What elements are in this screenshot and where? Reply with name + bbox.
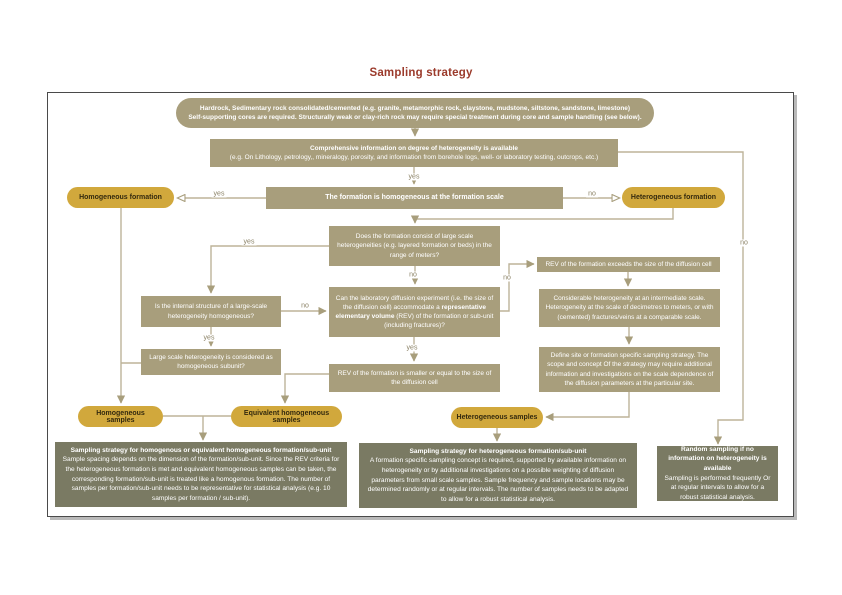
edge-label-does-yes: yes (243, 238, 255, 246)
edge-label-info-yes: yes (408, 173, 420, 181)
pill-heterogeneous-formation: Heterogeneous formation (622, 187, 725, 208)
page-title: Sampling strategy (369, 67, 473, 79)
node-hardrock-line1: Hardrock, Sedimentary rock consolidated/cemented (e.g. granite, metamorphic rock, claystone, mudstone, siltstone, sandstone, limestone) (199, 104, 631, 112)
edge-label-canlab-no: no (503, 274, 511, 282)
node-does-large-scale: Does the formation consist of large scale heterogeneities (e.g. layered formation or beds) in the range of meters? (329, 226, 500, 266)
node-define-site: Define site or formation specific sampling strategy. The scope and concept Of the strategy may require additional information and investigations on the scale dependence of the diffusion parameters at the particular site. (539, 347, 720, 392)
can-lab-pre: Can the laboratory diffusion experiment (i.e. the size of the diffusion cell) accommodate a (335, 294, 494, 311)
edge-label-scale-no: no (588, 190, 596, 198)
box-strategy-heterogeneous-title: Sampling strategy for heterogeneous formation/sub-unit (409, 447, 587, 455)
box-strategy-homogeneous (55, 442, 347, 507)
node-can-lab-text (333, 294, 496, 330)
box-strategy-homogeneous-title: Sampling strategy for homogenous or equivalent homogeneous formation/sub-unit (70, 446, 332, 454)
node-can-lab (329, 287, 500, 337)
edge-label-scale-yes: yes (213, 190, 225, 198)
node-hardrock (176, 98, 654, 128)
edge-label-internal-yes: yes (203, 334, 215, 342)
can-lab-bold: representative elementary volume (335, 303, 486, 320)
pill-homogeneous-samples: Homogeneous samples (78, 406, 163, 427)
node-comprehensive-line1: Comprehensive information on degree of heterogeneity is available (309, 144, 519, 152)
node-comprehensive-info (210, 139, 618, 167)
can-lab-post: (REV) of the formation or sub-unit (including fractures)? (384, 313, 494, 330)
node-considerable: Considerable heterogeneity at an intermediate scale. Heterogeneity at the scale of decimetres to meters, or with (cemented) fractures/veins at a comparable scale. (539, 289, 720, 327)
edge-label-no-info: no (740, 239, 748, 247)
box-strategy-homogeneous-body: Sample spacing depends on the dimension of the formation/sub-unit. Since the REV criteria for the heterogeneous formation is met and equivalent homogeneous samples can be taken, the corresponding formation/sub-unit is treated like a homogenous formation. The number of samples per formation/sub-unit needs to be representative for statistical analysis (e.g. 10 samples per formation / sub-unit). (62, 456, 340, 502)
box-strategy-heterogeneous (359, 443, 637, 508)
edge-label-canlab-yes: yes (406, 344, 418, 352)
node-comprehensive-line2: (e.g. On Lithology, petrology,, mineralogy, porosity, and information from borehole logs, well- or laboratory testing, outcrops, etc.) (229, 154, 599, 161)
pill-homogeneous-formation: Homogeneous formation (67, 187, 174, 208)
node-rev-exceeds: REV of the formation exceeds the size of the diffusion cell (537, 257, 720, 272)
node-hardrock-line2: Self-supporting cores are required. Structurally weak or clay-rich rock may require special treatment during core and sample handling (see below). (188, 114, 642, 121)
box-strategy-heterogeneous-body: A formation specific sampling concept is required, supported by available information on heterogeneity or by additional investigations on a possible weighting of diffusion parameters from small scale samples. Sample frequency and sample locations may be determined randomly or at regular intervals. The number of samples needs to be adapted to allow for a robust statistical analysis. (367, 457, 629, 503)
box-random-sampling-body: Sampling is performed frequently Or at regular intervals to allow for a robust statistical analysis. (664, 474, 771, 501)
node-is-internal: Is the internal structure of a large-scale heterogeneity homogeneous? (141, 296, 281, 327)
node-large-scale-subunit: Large scale heterogeneity is considered as homogeneous subunit? (141, 349, 281, 375)
box-random-sampling (657, 446, 778, 501)
box-random-sampling-title: Random sampling if no information on heterogeneity is available (668, 445, 767, 472)
edge-label-internal-no: no (301, 302, 309, 310)
pill-heterogeneous-samples: Heterogeneous samples (451, 407, 543, 428)
node-rev-smaller: REV of the formation is smaller or equal to the size of the diffusion cell (329, 364, 500, 392)
pill-equivalent-samples: Equivalent homogeneous samples (231, 406, 342, 427)
node-formation-scale: The formation is homogeneous at the formation scale (266, 187, 563, 209)
edge-label-does-no: no (409, 271, 417, 279)
